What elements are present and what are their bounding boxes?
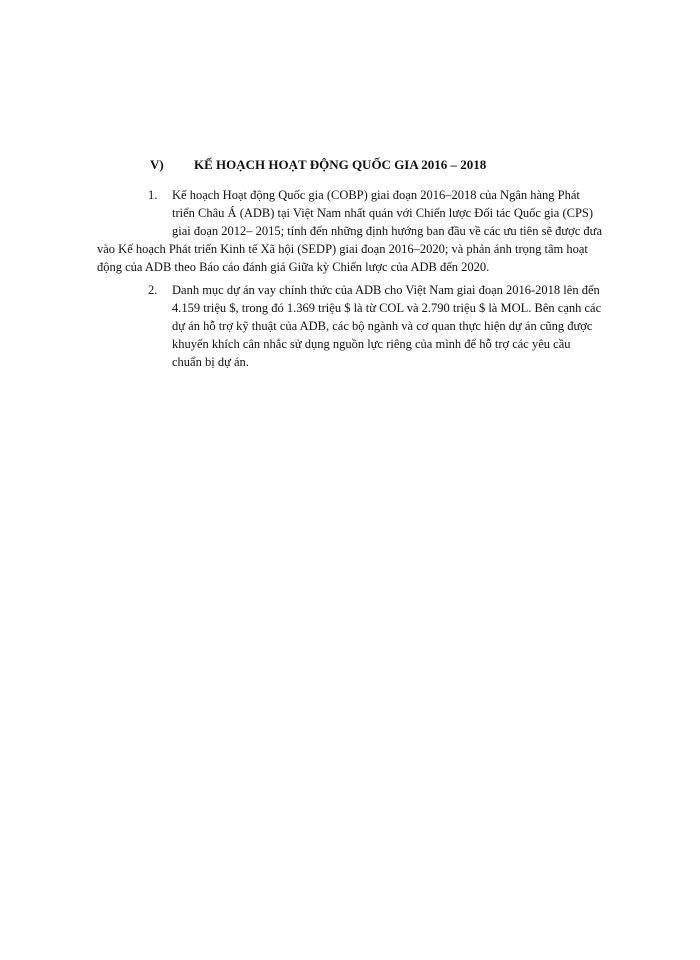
paragraph-1 xyxy=(97,186,602,276)
paragraph-number: 1. xyxy=(148,188,158,202)
paragraph-line: Danh mục dự án vay chính thức của ADB cho Việt Nam giai đoạn 2016-2018 lên đến xyxy=(172,283,600,297)
paragraph-line: Kế hoạch Hoạt động Quốc gia (COBP) giai đoạn 2016–2018 của Ngân hàng Phát xyxy=(172,188,580,202)
section-heading xyxy=(150,157,486,173)
paragraph-line: động của ADB theo Báo cáo đánh giá Giữa kỳ Chiến lược của ADB đến 2020. xyxy=(97,260,490,274)
section-title: KẾ HOẠCH HOẠT ĐỘNG QUỐC GIA 2016 – 2018 xyxy=(194,157,487,172)
paragraph-line: dự án hỗ trợ kỹ thuật của ADB, các bộ ngành và cơ quan thực hiện dự án cũng được xyxy=(172,319,593,333)
paragraph-line: vào Kế hoạch Phát triển Kinh tế Xã hội (SEDP) giai đoạn 2016–2020; và phản ánh trọng tâm hoạt xyxy=(97,242,588,256)
paragraph-line: khuyến khích cân nhắc sử dụng nguồn lực riêng của mình để hỗ trợ các yêu cầu xyxy=(172,337,571,351)
paragraph-2 xyxy=(148,281,602,371)
paragraph-line: 4.159 triệu $, trong đó 1.369 triệu $ là từ COL và 2.790 triệu $ là MOL. Bên cạnh các xyxy=(172,301,602,315)
paragraph-number: 2. xyxy=(148,283,158,297)
paragraph-line: triển Châu Á (ADB) tại Việt Nam nhất quán với Chiến lược Đối tác Quốc gia (CPS) xyxy=(172,206,594,220)
section-number: V) xyxy=(150,157,164,172)
paragraph-line: chuẩn bị dự án. xyxy=(172,355,249,369)
paragraph-line: giai đoạn 2012– 2015; tính đến những định hướng ban đầu về các ưu tiên sẽ được đưa xyxy=(172,224,602,238)
